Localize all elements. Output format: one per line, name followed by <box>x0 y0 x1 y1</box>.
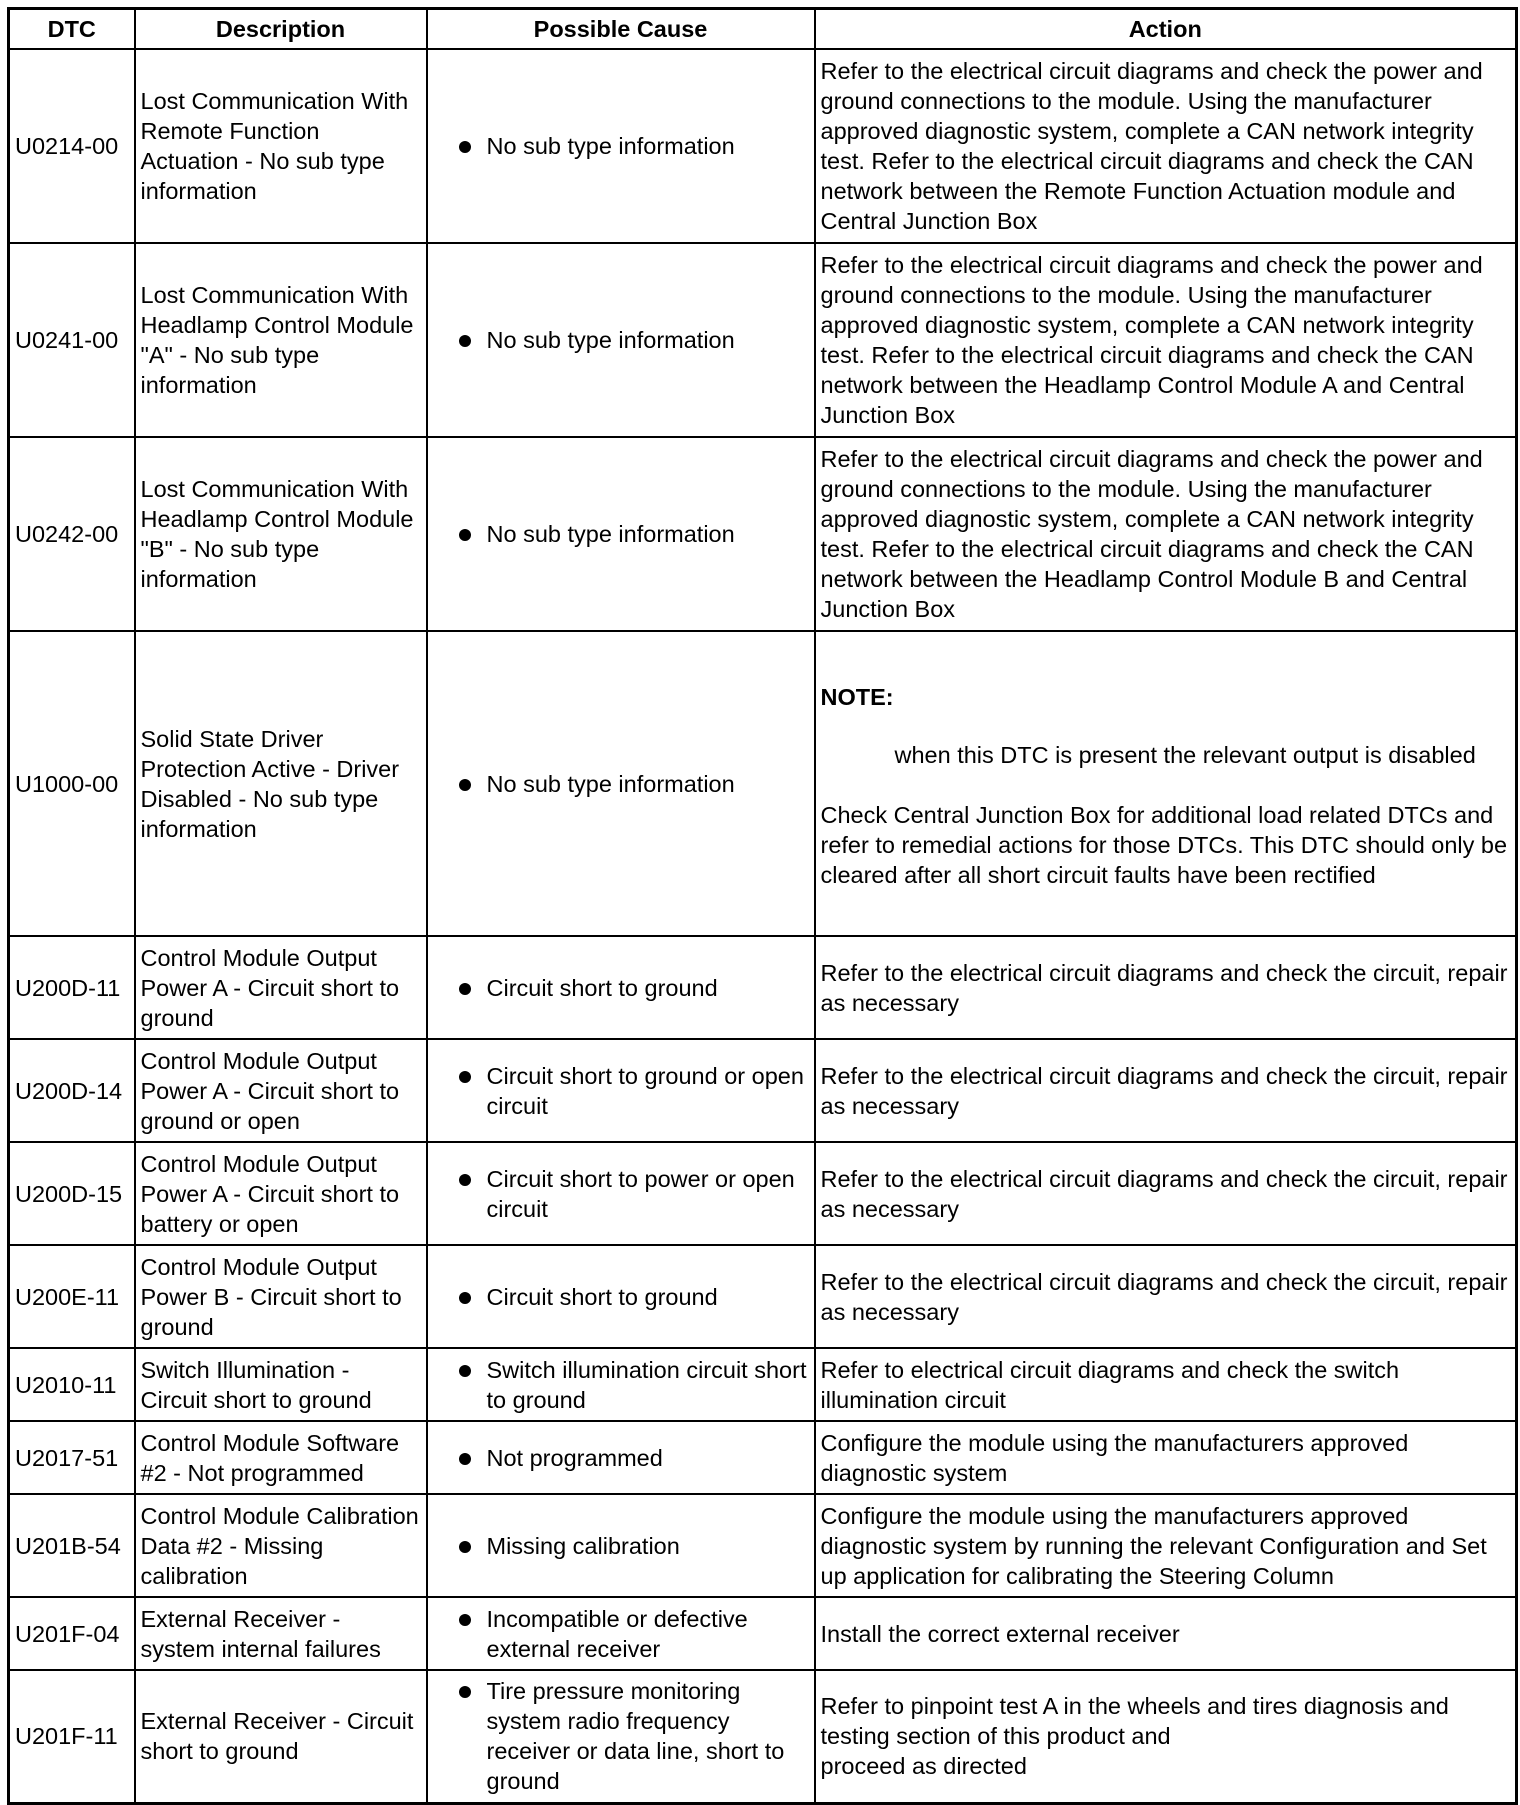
dtc-code: U0242-00 <box>9 437 135 631</box>
table-row <box>9 1597 1517 1670</box>
dtc-code: U0214-00 <box>9 49 135 243</box>
possible-cause <box>427 1494 815 1597</box>
action-text: Refer to the electrical circuit diagrams and check the power and ground connections to the module. Using the manufacturer approved diagnostic system, complete a CAN network integrity test. Refer to the electrical circuit diagrams and check the CAN network between the Remote Function Actuation module and Central Junction Box <box>815 49 1517 243</box>
table-row <box>9 49 1517 243</box>
dtc-description: External Receiver - system internal failures <box>135 1597 427 1670</box>
dtc-description: External Receiver - Circuit short to ground <box>135 1670 427 1803</box>
dtc-description: Control Module Software #2 - Not programmed <box>135 1421 427 1494</box>
action-text: Check Central Junction Box for additional load related DTCs and refer to remedial actions for those DTCs. This DTC should only be cleared after all short circuit faults have been rectified <box>820 801 1508 888</box>
cause-item: Circuit short to ground <box>459 973 809 1003</box>
possible-cause <box>427 1142 815 1245</box>
cause-item: No sub type information <box>459 769 809 799</box>
dtc-description: Solid State Driver Protection Active - Driver Disabled - No sub type information <box>135 631 427 936</box>
table-header-row <box>9 9 1517 50</box>
table-row <box>9 936 1517 1039</box>
possible-cause <box>427 1245 815 1348</box>
table-row <box>9 1348 1517 1421</box>
dtc-table <box>7 7 1518 1805</box>
cause-item: Switch illumination circuit short to ground <box>459 1355 809 1415</box>
table-row <box>9 1142 1517 1245</box>
dtc-code: U200E-11 <box>9 1245 135 1348</box>
dtc-description: Control Module Calibration Data #2 - Missing calibration <box>135 1494 427 1597</box>
dtc-code: U201F-11 <box>9 1670 135 1803</box>
dtc-code: U201F-04 <box>9 1597 135 1670</box>
action-text: Refer to the electrical circuit diagrams and check the circuit, repair as necessary <box>815 1245 1517 1348</box>
dtc-description: Lost Communication With Remote Function Actuation - No sub type information <box>135 49 427 243</box>
possible-cause <box>427 936 815 1039</box>
possible-cause <box>427 437 815 631</box>
header-description: Description <box>135 9 427 50</box>
dtc-code: U201B-54 <box>9 1494 135 1597</box>
table-row <box>9 1039 1517 1142</box>
cause-item: Circuit short to ground <box>459 1282 809 1312</box>
action-text-line: proceed as directed <box>820 1753 1027 1780</box>
possible-cause <box>427 49 815 243</box>
table-row <box>9 1670 1517 1803</box>
dtc-description: Lost Communication With Headlamp Control Module "A" - No sub type information <box>135 243 427 437</box>
dtc-description: Control Module Output Power B - Circuit short to ground <box>135 1245 427 1348</box>
dtc-code: U1000-00 <box>9 631 135 936</box>
dtc-description: Control Module Output Power A - Circuit short to ground <box>135 936 427 1039</box>
action-text: Refer to the electrical circuit diagrams and check the circuit, repair as necessary <box>815 936 1517 1039</box>
table-body <box>9 49 1517 1803</box>
table-row <box>9 243 1517 437</box>
cause-item: Circuit short to power or open circuit <box>459 1164 809 1224</box>
possible-cause <box>427 1597 815 1670</box>
possible-cause <box>427 243 815 437</box>
possible-cause <box>427 1670 815 1803</box>
dtc-code: U2017-51 <box>9 1421 135 1494</box>
action-cell <box>815 631 1517 936</box>
cause-item: No sub type information <box>459 131 809 161</box>
note-title: NOTE: <box>820 683 894 710</box>
note-body: when this DTC is present the relevant output is disabled <box>894 741 1476 768</box>
action-cell <box>815 1670 1517 1803</box>
dtc-code: U200D-15 <box>9 1142 135 1245</box>
action-text: Refer to the electrical circuit diagrams and check the power and ground connections to the module. Using the manufacturer approved diagnostic system, complete a CAN network integrity test. Refer to the electrical circuit diagrams and check the CAN network between the Headlamp Control Module B and Central Junction Box <box>815 437 1517 631</box>
cause-item: No sub type information <box>459 519 809 549</box>
dtc-description: Control Module Output Power A - Circuit short to ground or open <box>135 1039 427 1142</box>
action-text: Refer to the electrical circuit diagrams and check the circuit, repair as necessary <box>815 1039 1517 1142</box>
dtc-code: U2010-11 <box>9 1348 135 1421</box>
action-text: Refer to the electrical circuit diagrams and check the circuit, repair as necessary <box>815 1142 1517 1245</box>
cause-item: No sub type information <box>459 325 809 355</box>
cause-item: Incompatible or defective external receiver <box>459 1604 809 1664</box>
dtc-code: U0241-00 <box>9 243 135 437</box>
dtc-description: Lost Communication With Headlamp Control Module "B" - No sub type information <box>135 437 427 631</box>
action-text-line: Refer to pinpoint test A in the wheels and tires diagnosis and testing section of this product and <box>820 1693 1449 1750</box>
dtc-description: Switch Illumination - Circuit short to ground <box>135 1348 427 1421</box>
cause-item: Tire pressure monitoring system radio frequency receiver or data line, short to ground <box>459 1676 809 1796</box>
dtc-code: U200D-11 <box>9 936 135 1039</box>
action-text: Configure the module using the manufacturers approved diagnostic system <box>815 1421 1517 1494</box>
action-text: Refer to electrical circuit diagrams and check the switch illumination circuit <box>815 1348 1517 1421</box>
action-text: Refer to the electrical circuit diagrams and check the power and ground connections to the module. Using the manufacturer approved diagnostic system, complete a CAN network integrity test. Refer to the electrical circuit diagrams and check the CAN network between the Headlamp Control Module A and Central Junction Box <box>815 243 1517 437</box>
dtc-description: Control Module Output Power A - Circuit short to battery or open <box>135 1142 427 1245</box>
table-row <box>9 1494 1517 1597</box>
cause-item: Circuit short to ground or open circuit <box>459 1061 809 1121</box>
header-dtc: DTC <box>9 9 135 50</box>
dtc-code: U200D-14 <box>9 1039 135 1142</box>
header-possible-cause: Possible Cause <box>427 9 815 50</box>
action-text: Install the correct external receiver <box>815 1597 1517 1670</box>
table-row <box>9 437 1517 631</box>
table-row <box>9 631 1517 936</box>
header-action: Action <box>815 9 1517 50</box>
table-row <box>9 1421 1517 1494</box>
cause-item: Missing calibration <box>459 1531 809 1561</box>
action-text: Configure the module using the manufacturers approved diagnostic system by running the relevant Configuration and Set up application for calibrating the Steering Column <box>815 1494 1517 1597</box>
possible-cause <box>427 1039 815 1142</box>
cause-item: Not programmed <box>459 1443 809 1473</box>
possible-cause <box>427 1348 815 1421</box>
possible-cause <box>427 631 815 936</box>
table-row <box>9 1245 1517 1348</box>
possible-cause <box>427 1421 815 1494</box>
